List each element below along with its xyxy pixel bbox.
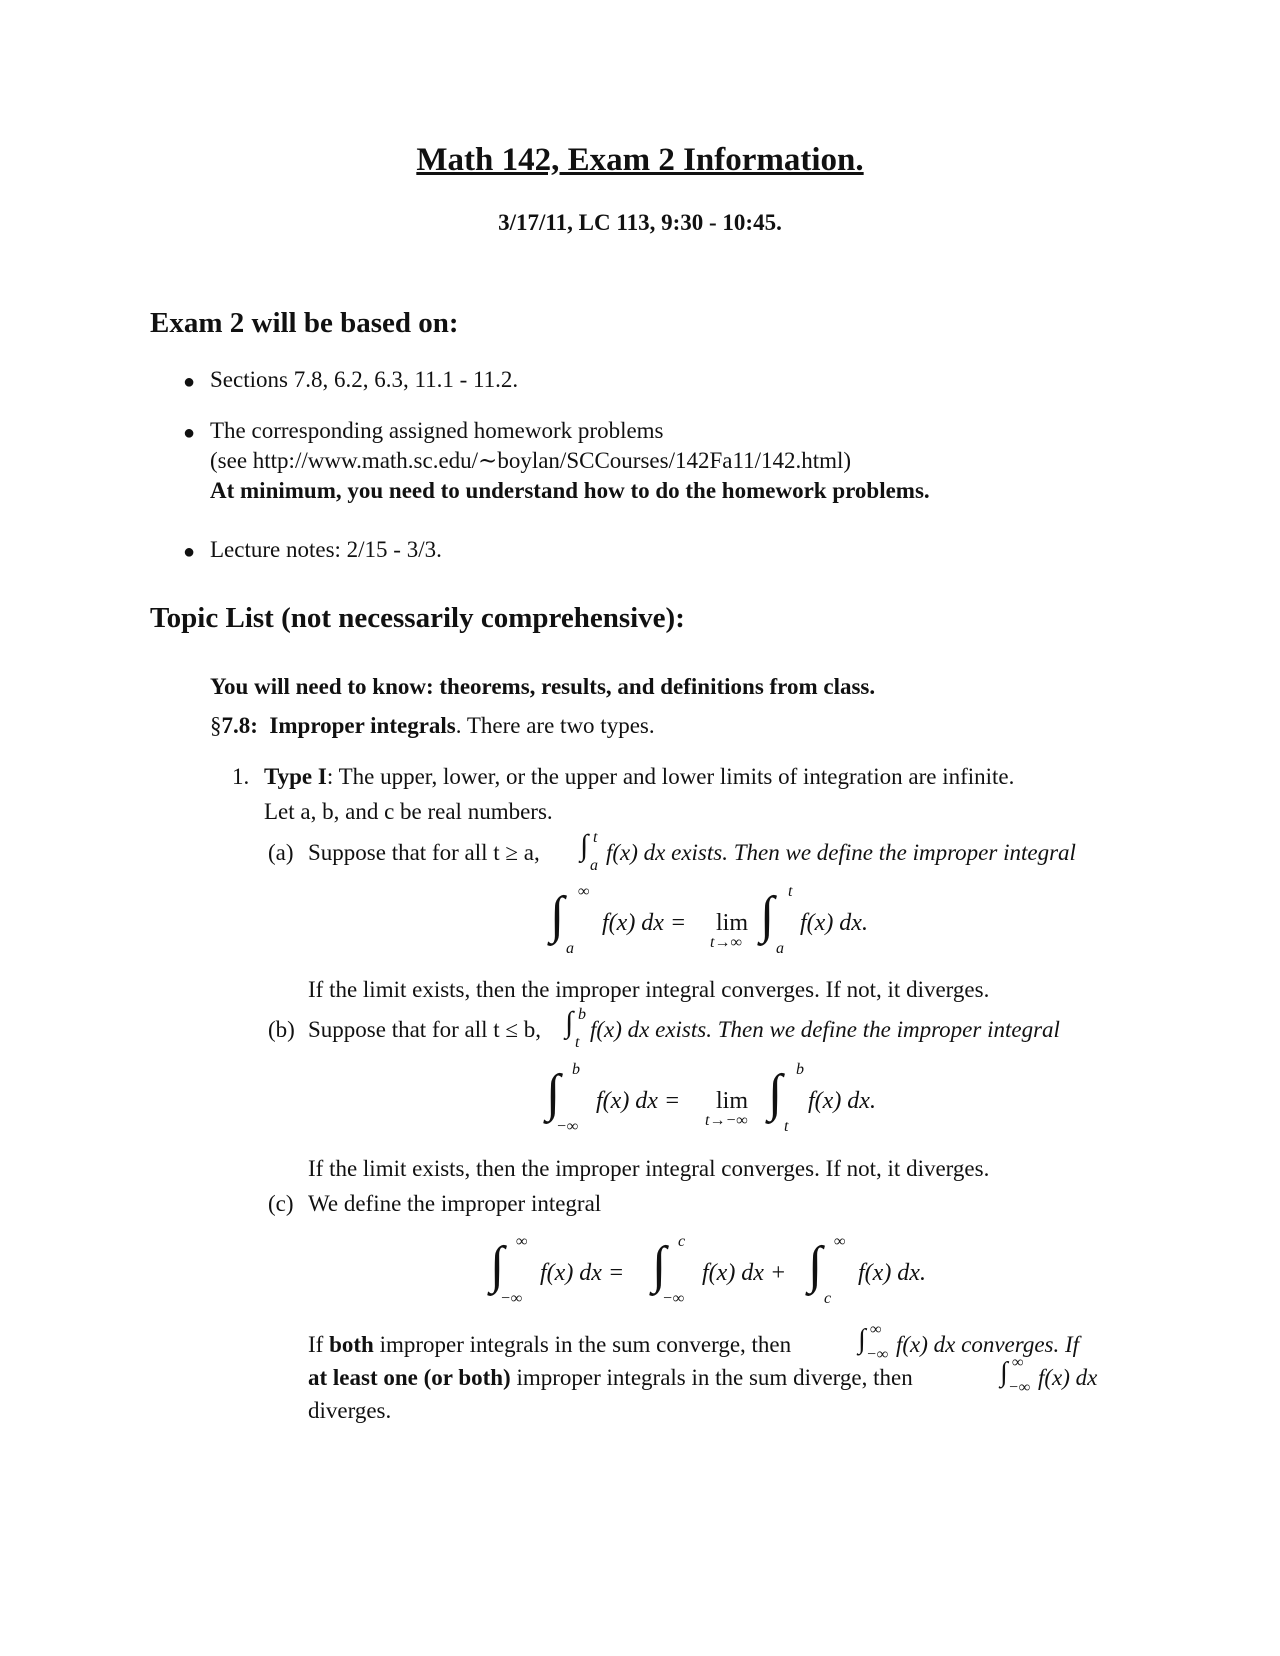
integral-sign-icon: ∫ (652, 1237, 667, 1294)
part-a-label: (a) (268, 840, 294, 865)
part-b-text-2: f(x) dx exists. Then we define the improper integral (590, 1017, 1060, 1042)
inline-lower-t: t (575, 1034, 580, 1051)
item-1-number: 1. (232, 764, 250, 789)
eq-c-lower-c: c (824, 1290, 832, 1307)
bullet-icon: ● (183, 541, 196, 563)
part-a-conclusion: If the limit exists, then the improper integral converges. If not, it diverges. (308, 977, 990, 1002)
integral-sign-icon: ∫ (768, 1065, 783, 1122)
inline-upper-t: t (593, 829, 598, 846)
bullet-icon: ● (183, 371, 196, 393)
part-b-label: (b) (268, 1017, 295, 1042)
integral-sign-icon: ∫ (550, 887, 565, 944)
eq-c-upper-inf: ∞ (516, 1233, 528, 1250)
part-c-label: (c) (268, 1191, 294, 1216)
need-to-know: You will need to know: theorems, results, and definitions from class. (210, 674, 876, 699)
eq-a-lower-a2: a (776, 940, 784, 957)
part-c-para-line-1-end: f(x) dx converges. If (896, 1332, 1080, 1357)
inline-lower-a: a (590, 857, 598, 874)
inline-upper-inf-2: ∞ (1012, 1354, 1024, 1371)
eq-b-lim: lim (716, 1088, 749, 1114)
eq-a-lim-sub: t→∞ (710, 934, 742, 951)
eq-c-mid: f(x) dx + (702, 1260, 787, 1286)
bullet-icon: ● (183, 422, 196, 444)
homework-url: (see http://www.math.sc.edu/∼boylan/SCCourses/142Fa11/142.html) (210, 448, 852, 473)
topic-list-heading: Topic List (not necessarily comprehensive): (150, 602, 685, 634)
homework-note: At minimum, you need to understand how to do the homework problems. (210, 478, 930, 503)
part-a-text-1: Suppose that for all t ≥ a, (308, 840, 540, 865)
based-on-heading: Exam 2 will be based on: (150, 307, 459, 339)
eq-c-lhs: f(x) dx = (540, 1260, 625, 1286)
integral-sign-icon: ∫ (760, 887, 775, 944)
eq-c-lower-neg-inf2: −∞ (662, 1290, 685, 1307)
eq-b-lower-t: t (784, 1118, 789, 1135)
exam-date-location: 3/17/11, LC 113, 9:30 - 10:45. (498, 210, 782, 235)
bullet-lecture-notes: Lecture notes: 2/15 - 3/3. (210, 537, 442, 562)
integral-sign-icon: ∫ (808, 1237, 823, 1294)
inline-upper-inf: ∞ (870, 1321, 882, 1338)
inline-lower-neg-inf-2: −∞ (1008, 1379, 1031, 1396)
part-b-conclusion: If the limit exists, then the improper integral converges. If not, it diverges. (308, 1156, 990, 1181)
eq-c-rhs: f(x) dx. (858, 1260, 926, 1286)
page-title: Math 142, Exam 2 Information. (416, 142, 864, 178)
section-title: Improper integrals (269, 713, 456, 738)
eq-a-upper-inf: ∞ (578, 883, 590, 900)
type-i-text: : The upper, lower, or the upper and lower limits of integration are infinite. (326, 764, 1015, 789)
inline-integral-icon: ∫ (1000, 1357, 1008, 1388)
eq-b-upper-b: b (572, 1061, 580, 1078)
let-abc-line: Let a, b, and c be real numbers. (264, 799, 553, 824)
inline-integral-icon: ∫ (858, 1324, 866, 1355)
eq-a-lower-a: a (566, 940, 574, 957)
inline-integral-icon: ∫ (565, 1006, 574, 1039)
section-7-8-line: §7.8: Improper integrals. There are two types. (210, 713, 655, 738)
eq-b-lim-sub: t→−∞ (705, 1112, 748, 1129)
section-symbol: § (210, 713, 222, 738)
integral-sign-icon: ∫ (546, 1065, 561, 1122)
eq-a-rhs: f(x) dx. (800, 910, 868, 936)
item-1-line (264, 762, 1014, 792)
eq-c-upper-c: c (678, 1233, 686, 1250)
inline-integral-icon: ∫ (580, 829, 589, 862)
part-b-text-1: Suppose that for all t ≤ b, (308, 1017, 542, 1042)
integral-sign-icon: ∫ (490, 1237, 505, 1294)
eq-a-lhs: f(x) dx = (602, 910, 687, 936)
part-c-para-line-1: If both improper integrals in the sum converge, then (308, 1332, 792, 1357)
bullet-homework: The corresponding assigned homework problems (210, 418, 664, 443)
inline-upper-b: b (578, 1006, 586, 1023)
part-c-para-line-3: diverges. (308, 1398, 392, 1423)
inline-lower-neg-inf: −∞ (866, 1346, 889, 1363)
eq-c-upper-inf2: ∞ (834, 1233, 846, 1250)
eq-a-lim: lim (716, 910, 749, 936)
part-a-text-2: f(x) dx exists. Then we define the improper integral (606, 840, 1076, 865)
part-c-para-line-2: at least one (or both) improper integrals in the sum diverge, then (308, 1365, 913, 1390)
section-rest: . There are two types. (455, 713, 655, 738)
part-c-text: We define the improper integral (308, 1191, 602, 1216)
section-number: 7.8 (221, 713, 251, 738)
bullet-sections: Sections 7.8, 6.2, 6.3, 11.1 - 11.2. (210, 367, 519, 392)
eq-b-lhs: f(x) dx = (596, 1088, 681, 1114)
eq-c-lower-neg-inf: −∞ (500, 1290, 523, 1307)
eq-b-lower-neg-inf: −∞ (556, 1118, 579, 1135)
eq-a-upper-t: t (788, 883, 793, 900)
part-c-para-line-2-end: f(x) dx (1038, 1365, 1098, 1390)
eq-b-upper-b2: b (796, 1061, 804, 1078)
type-i-label: Type I (264, 764, 327, 789)
eq-b-rhs: f(x) dx. (808, 1088, 876, 1114)
